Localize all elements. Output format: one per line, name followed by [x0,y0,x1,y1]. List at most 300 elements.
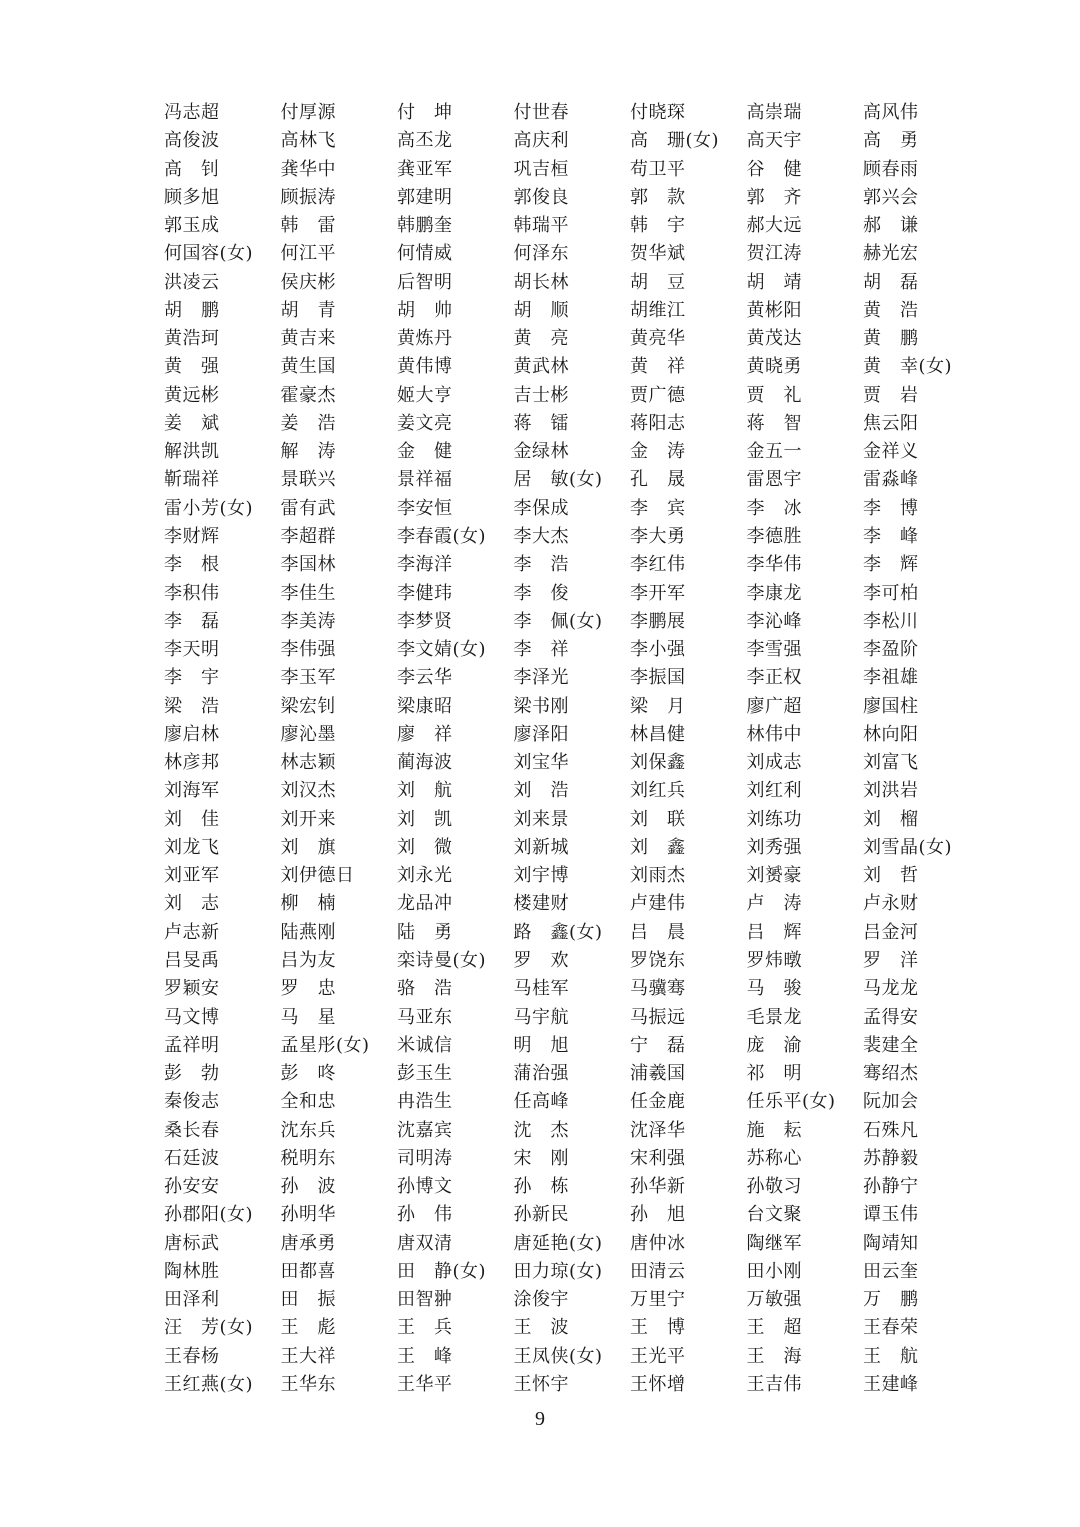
name-cell: 李泽光 [513,667,569,689]
name-cell: 靳瑞祥 [164,469,220,491]
name-cell: 唐延艳(女) [513,1232,603,1254]
name-cell: 贺华斌 [630,243,686,265]
name-cell: 李可柏 [863,582,919,604]
name-cell: 高 钊 [164,158,220,180]
page-number: 9 [535,1408,545,1430]
name-cell: 王春杨 [164,1345,220,1367]
name-cell: 龙品冲 [397,893,453,915]
name-cell: 李 佩(女) [513,610,603,632]
name-cell: 苟卫平 [630,158,686,180]
name-cell: 贾 岩 [863,384,919,406]
name-cell: 李 冰 [746,497,802,519]
name-cell: 何泽东 [513,243,569,265]
name-cell: 高林飞 [280,130,336,152]
name-cell: 刘 凯 [397,808,453,830]
name-cell: 万里宁 [630,1289,686,1311]
name-cell: 李佳生 [280,582,336,604]
name-cell: 王 博 [630,1317,686,1339]
name-cell: 祁 明 [746,1063,802,1085]
name-cell: 景祥福 [397,469,453,491]
name-cell: 贺江涛 [746,243,802,265]
name-cell: 陶靖知 [863,1232,919,1254]
name-cell: 孔 晟 [630,469,686,491]
name-cell: 王红燕(女) [164,1373,254,1395]
name-cell: 高丕龙 [397,130,453,152]
name-cell: 王 超 [746,1317,802,1339]
name-cell: 郭兴会 [863,186,919,208]
name-cell: 刘 联 [630,808,686,830]
name-cell: 王华东 [280,1373,336,1395]
name-cell: 王吉伟 [746,1373,802,1395]
name-cell: 付晓琛 [630,102,686,123]
name-cell: 卢 涛 [746,893,802,915]
name-cell: 刘汉杰 [280,780,336,802]
name-cell: 王春荣 [863,1317,919,1339]
name-cell: 王 兵 [397,1317,453,1339]
name-list-grid [164,99,1024,1399]
name-cell: 黄生国 [280,356,336,378]
name-cell: 林伟中 [746,723,802,745]
name-cell: 郝 谦 [863,215,919,237]
name-cell: 骞绍杰 [863,1063,919,1085]
name-cell: 罗 忠 [280,978,336,1000]
name-cell: 马 星 [280,1006,336,1028]
name-cell: 唐标武 [164,1232,220,1254]
name-cell: 刘开来 [280,808,336,830]
name-cell: 吕 辉 [746,921,802,943]
name-cell: 沈嘉宾 [397,1119,453,1141]
name-cell: 孙博文 [397,1176,453,1198]
name-cell: 李云华 [397,667,453,689]
name-cell: 刘 鑫 [630,836,686,858]
name-cell: 梁宏钊 [280,695,336,717]
name-cell: 姜 浩 [280,412,336,434]
name-cell: 李财辉 [164,525,220,547]
name-cell: 马亚东 [397,1006,453,1028]
name-cell: 金五一 [746,441,802,463]
name-cell: 林向阳 [863,723,919,745]
name-cell: 任高峰 [513,1091,569,1113]
name-cell: 梁康昭 [397,695,453,717]
name-cell: 李德胜 [746,525,802,547]
name-cell: 黄 亮 [513,328,569,350]
name-cell: 马龙龙 [863,978,919,1000]
name-cell: 姜文亮 [397,412,453,434]
name-cell: 黄亮华 [630,328,686,350]
name-cell: 金祥义 [863,441,919,463]
name-cell: 刘 浩 [513,780,569,802]
name-cell: 栾诗曼(女) [397,949,487,971]
name-cell: 王 峰 [397,1345,453,1367]
name-cell: 李华伟 [746,554,802,576]
name-cell: 刘 志 [164,893,220,915]
name-cell: 李 浩 [513,554,569,576]
name-cell: 陆燕刚 [280,921,336,943]
name-cell: 彭 咚 [280,1063,336,1085]
name-cell: 金绿林 [513,441,569,463]
name-cell: 李小强 [630,639,686,661]
name-cell: 卢建伟 [630,893,686,915]
name-cell: 李保成 [513,497,569,519]
name-cell: 王建峰 [863,1373,919,1395]
name-cell: 胡 青 [280,299,336,321]
name-cell: 孙敬习 [746,1176,802,1198]
name-cell: 裴建全 [863,1034,919,1056]
name-cell: 沈东兵 [280,1119,336,1141]
name-cell: 梁 月 [630,695,686,717]
name-cell: 刘雨杰 [630,865,686,887]
name-cell: 王 航 [863,1345,919,1367]
name-cell: 李松川 [863,610,919,632]
name-cell: 高天宇 [746,130,802,152]
name-cell: 王怀宇 [513,1373,569,1395]
name-cell: 胡 豆 [630,271,686,293]
name-cell: 李康龙 [746,582,802,604]
name-cell: 台文聚 [746,1204,802,1226]
name-cell: 林昌健 [630,723,686,745]
name-cell: 王 波 [513,1317,569,1339]
name-cell: 高 勇 [863,130,919,152]
name-cell: 罗饶东 [630,949,686,971]
name-cell: 郭建明 [397,186,453,208]
name-cell: 彭玉生 [397,1063,453,1085]
name-cell: 李安恒 [397,497,453,519]
name-cell: 黄 祥 [630,356,686,378]
name-cell: 梁 浩 [164,695,220,717]
name-cell: 刘 榴 [863,808,919,830]
name-cell: 廖泽阳 [513,723,569,745]
name-cell: 付 坤 [397,102,453,123]
name-cell: 黄 鹏 [863,328,919,350]
name-cell: 金 健 [397,441,453,463]
name-cell: 胡 磊 [863,271,919,293]
name-cell: 阮加会 [863,1091,919,1113]
name-cell: 姜 斌 [164,412,220,434]
name-cell: 刘海军 [164,780,220,802]
name-cell: 李春霞(女) [397,525,487,547]
name-cell: 卢永财 [863,893,919,915]
name-cell: 梁书刚 [513,695,569,717]
name-cell: 林志颖 [280,752,336,774]
name-cell: 黄晓勇 [746,356,802,378]
name-cell: 马文博 [164,1006,220,1028]
name-cell: 金 涛 [630,441,686,463]
name-cell: 刘雪晶(女) [863,836,953,858]
name-cell: 任乐平(女) [746,1091,836,1113]
name-cell: 林彦邦 [164,752,220,774]
name-cell: 唐双清 [397,1232,453,1254]
name-cell: 刘 微 [397,836,453,858]
name-cell: 吉士彬 [513,384,569,406]
name-cell: 刘洪岩 [863,780,919,802]
name-cell: 王凤侠(女) [513,1345,603,1367]
name-cell: 刘成志 [746,752,802,774]
name-cell: 李 根 [164,554,220,576]
name-cell: 全和忠 [280,1091,336,1113]
name-cell: 蔺海波 [397,752,453,774]
name-cell: 刘宇博 [513,865,569,887]
name-cell: 刘练功 [746,808,802,830]
name-cell: 苏静毅 [863,1147,919,1169]
name-cell: 贾广德 [630,384,686,406]
name-cell: 万 鹏 [863,1289,919,1311]
name-cell: 卢志新 [164,921,220,943]
name-cell: 霍豪杰 [280,384,336,406]
name-cell: 刘 旗 [280,836,336,858]
name-cell: 刘 航 [397,780,453,802]
name-cell: 郭 款 [630,186,686,208]
name-cell: 田云奎 [863,1260,919,1282]
name-cell: 赫光宏 [863,243,919,265]
name-cell: 雷淼峰 [863,469,919,491]
name-cell: 柳 楠 [280,893,336,915]
name-cell: 田智翀 [397,1289,453,1311]
name-cell: 刘红利 [746,780,802,802]
name-cell: 廖沁墨 [280,723,336,745]
name-cell: 罗炜暾 [746,949,802,971]
name-cell: 吕 晨 [630,921,686,943]
name-cell: 刘 佳 [164,808,220,830]
name-cell: 李天明 [164,639,220,661]
name-cell: 韩 雷 [280,215,336,237]
name-cell: 孙 旭 [630,1204,686,1226]
name-cell: 黄 强 [164,356,220,378]
name-cell: 李正权 [746,667,802,689]
name-cell: 任金鹿 [630,1091,686,1113]
name-cell: 罗 洋 [863,949,919,971]
name-cell: 孙新民 [513,1204,569,1226]
name-cell: 米诚信 [397,1034,453,1056]
name-cell: 龚亚军 [397,158,453,180]
name-cell: 黄 幸(女) [863,356,953,378]
name-cell: 孙 栋 [513,1176,569,1198]
name-cell: 郭俊良 [513,186,569,208]
name-cell: 冯志超 [164,102,220,123]
name-cell: 李 博 [863,497,919,519]
name-cell: 吕金河 [863,921,919,943]
name-cell: 刘宝华 [513,752,569,774]
name-cell: 马振远 [630,1006,686,1028]
name-cell: 骆 浩 [397,978,453,1000]
name-cell: 路 鑫(女) [513,921,603,943]
name-cell: 李海洋 [397,554,453,576]
name-cell: 孙 伟 [397,1204,453,1226]
name-cell: 胡 靖 [746,271,802,293]
name-cell: 巩吉桓 [513,158,569,180]
name-cell: 马骥骞 [630,978,686,1000]
name-cell: 王怀增 [630,1373,686,1395]
name-cell: 孙 波 [280,1176,336,1198]
name-cell: 胡维江 [630,299,686,321]
name-cell: 黄 浩 [863,299,919,321]
name-cell: 涂俊宇 [513,1289,569,1311]
name-cell: 雷小芳(女) [164,497,254,519]
name-cell: 高庆利 [513,130,569,152]
name-cell: 黄茂达 [746,328,802,350]
name-cell: 李 宾 [630,497,686,519]
name-cell: 韩瑞平 [513,215,569,237]
name-cell: 李 辉 [863,554,919,576]
name-cell: 王华平 [397,1373,453,1395]
name-cell: 付厚源 [280,102,336,123]
name-cell: 税明东 [280,1147,336,1169]
name-cell: 蒋 镭 [513,412,569,434]
name-cell: 孙明华 [280,1204,336,1226]
name-cell: 苏称心 [746,1147,802,1169]
name-cell: 黄炼丹 [397,328,453,350]
name-cell: 宋 刚 [513,1147,569,1169]
name-cell: 毛景龙 [746,1006,802,1028]
name-cell: 廖启林 [164,723,220,745]
name-cell: 李 祥 [513,639,569,661]
name-cell: 王 彪 [280,1317,336,1339]
name-cell: 高风伟 [863,102,919,123]
name-cell: 田小刚 [746,1260,802,1282]
name-cell: 胡长林 [513,271,569,293]
name-cell: 郭 齐 [746,186,802,208]
name-cell: 李沁峰 [746,610,802,632]
name-cell: 宋利强 [630,1147,686,1169]
name-cell: 司明涛 [397,1147,453,1169]
name-cell: 韩鹏奎 [397,215,453,237]
name-cell: 李 宇 [164,667,220,689]
name-cell: 桑长春 [164,1119,220,1141]
name-cell: 解 涛 [280,441,336,463]
name-cell: 刘秀强 [746,836,802,858]
name-cell: 刘红兵 [630,780,686,802]
name-cell: 马桂军 [513,978,569,1000]
name-cell: 罗颖安 [164,978,220,1000]
name-cell: 李 峰 [863,525,919,547]
name-cell: 刘伊德日 [280,865,355,887]
name-cell: 黄吉来 [280,328,336,350]
name-cell: 胡 帅 [397,299,453,321]
name-cell: 解洪凯 [164,441,220,463]
name-cell: 李大勇 [630,525,686,547]
name-cell: 姬大亨 [397,384,453,406]
name-cell: 陆 勇 [397,921,453,943]
name-cell: 廖 祥 [397,723,453,745]
name-cell: 李振国 [630,667,686,689]
name-cell: 李梦贤 [397,610,453,632]
name-cell: 郝大远 [746,215,802,237]
name-cell: 何情威 [397,243,453,265]
name-cell: 刘亚军 [164,865,220,887]
name-cell: 谷 健 [746,158,802,180]
name-cell: 施 耘 [746,1119,802,1141]
name-cell: 陶继军 [746,1232,802,1254]
name-cell: 彭 勃 [164,1063,220,1085]
name-cell: 田 静(女) [397,1260,487,1282]
name-cell: 宁 磊 [630,1034,686,1056]
name-cell: 刘龙飞 [164,836,220,858]
name-cell: 廖广超 [746,695,802,717]
name-cell: 孙郡阳(女) [164,1204,254,1226]
name-cell: 刘保鑫 [630,752,686,774]
name-cell: 孟得安 [863,1006,919,1028]
name-cell: 李积伟 [164,582,220,604]
name-cell: 蒲治强 [513,1063,569,1085]
name-cell: 胡 鹏 [164,299,220,321]
name-cell: 龚华中 [280,158,336,180]
name-cell: 王光平 [630,1345,686,1367]
name-cell: 吕旻禹 [164,949,220,971]
name-cell: 孙华新 [630,1176,686,1198]
name-cell: 何国容(女) [164,243,254,265]
name-cell: 雷有武 [280,497,336,519]
name-cell: 李美涛 [280,610,336,632]
name-cell: 刘来景 [513,808,569,830]
name-cell: 马宇航 [513,1006,569,1028]
name-cell: 胡 顺 [513,299,569,321]
name-cell: 高 珊(女) [630,130,720,152]
name-cell: 明 旭 [513,1034,569,1056]
name-cell: 汪 芳(女) [164,1317,254,1339]
name-cell: 焦云阳 [863,412,919,434]
name-cell: 李祖雄 [863,667,919,689]
name-cell: 侯庆彬 [280,271,336,293]
name-cell: 田泽利 [164,1289,220,1311]
name-cell: 李伟强 [280,639,336,661]
name-cell: 孙静宁 [863,1176,919,1198]
name-cell: 洪凌云 [164,271,220,293]
name-cell: 刘永光 [397,865,453,887]
name-cell: 李雪强 [746,639,802,661]
name-cell: 居 敏(女) [513,469,603,491]
name-cell: 贾 礼 [746,384,802,406]
name-cell: 马 骏 [746,978,802,1000]
name-cell: 秦俊志 [164,1091,220,1113]
name-cell: 景联兴 [280,469,336,491]
name-cell: 沈泽华 [630,1119,686,1141]
name-cell: 黄浩珂 [164,328,220,350]
name-cell: 刘赟豪 [746,865,802,887]
name-cell: 石廷波 [164,1147,220,1169]
name-cell: 蒋 智 [746,412,802,434]
name-cell: 李健玮 [397,582,453,604]
name-cell: 罗 欢 [513,949,569,971]
name-cell: 付世春 [513,102,569,123]
name-cell: 万敏强 [746,1289,802,1311]
name-cell: 楼建财 [513,893,569,915]
name-cell: 韩 宇 [630,215,686,237]
name-cell: 黄伟博 [397,356,453,378]
name-cell: 廖国柱 [863,695,919,717]
name-cell: 李大杰 [513,525,569,547]
name-cell: 雷恩宇 [746,469,802,491]
name-cell: 王 海 [746,1345,802,1367]
name-cell: 吕为友 [280,949,336,971]
name-cell: 孟星彤(女) [280,1034,370,1056]
name-cell: 李鹏展 [630,610,686,632]
name-cell: 何江平 [280,243,336,265]
name-cell: 高俊波 [164,130,220,152]
name-cell: 李 磊 [164,610,220,632]
name-cell: 石殊凡 [863,1119,919,1141]
name-cell: 李国林 [280,554,336,576]
name-cell: 顾振涛 [280,186,336,208]
name-cell: 唐仲冰 [630,1232,686,1254]
name-cell: 黄武林 [513,356,569,378]
name-cell: 沈 杰 [513,1119,569,1141]
name-cell: 郭玉成 [164,215,220,237]
name-cell: 孟祥明 [164,1034,220,1056]
name-cell: 李超群 [280,525,336,547]
name-cell: 庞 渝 [746,1034,802,1056]
name-cell: 浦羲国 [630,1063,686,1085]
name-cell: 李文婧(女) [397,639,487,661]
name-cell: 刘富飞 [863,752,919,774]
